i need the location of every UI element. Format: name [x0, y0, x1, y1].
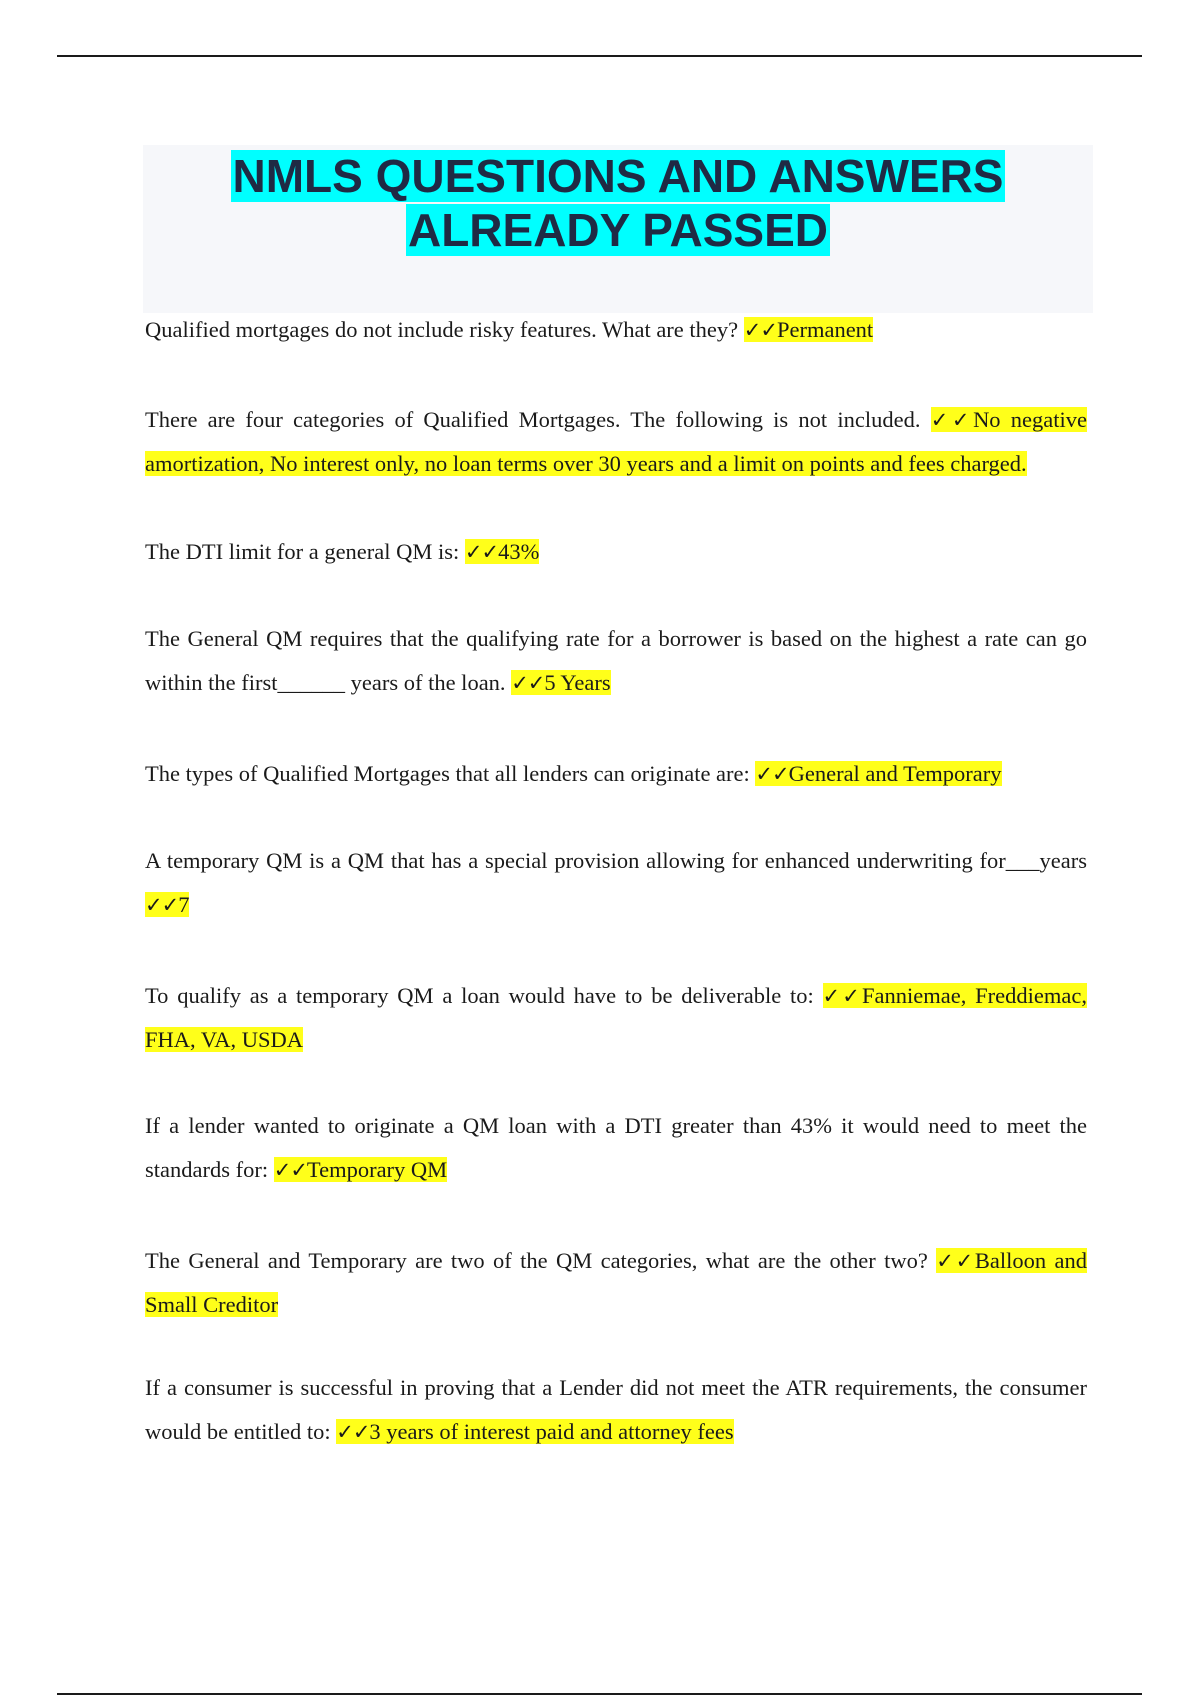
bottom-rule: [57, 1693, 1142, 1695]
qa-item-3: [145, 530, 1087, 574]
question-text: The General QM requires that the qualifying rate for a borrower is based on the highest a rate can go within the first______ years of the loan.: [145, 626, 1087, 695]
answer-highlight: [755, 761, 1001, 786]
double-check-icon: ✓✓: [273, 1158, 307, 1182]
double-check-icon: ✓✓: [511, 671, 545, 695]
double-check-icon: ✓✓: [743, 318, 777, 342]
answer-text: 5 Years: [544, 670, 611, 695]
question-text: Qualified mortgages do not include risky features. What are they?: [145, 317, 744, 342]
answer-text: General and Temporary: [788, 761, 1002, 786]
qa-item-8: [145, 1104, 1087, 1192]
answer-text: No negative amortization, No interest only, no loan terms over 30 years and a limit on points and fees charged.: [145, 407, 1087, 476]
document-title-line-1: NMLS QUESTIONS AND ANSWERS: [232, 150, 1004, 202]
title-block: [143, 145, 1093, 313]
answer-text: Fanniemae, Freddiemac, FHA, VA, USDA: [145, 983, 1088, 1052]
double-check-icon: ✓✓: [822, 984, 863, 1008]
answer-highlight: [145, 892, 189, 917]
qa-item-2: [145, 398, 1087, 486]
answer-highlight: [744, 317, 873, 342]
qa-item-5: [145, 752, 1087, 796]
answer-text: Permanent: [776, 317, 874, 342]
answer-highlight: [336, 1419, 733, 1444]
answer-text: 43%: [498, 539, 540, 564]
question-text: If a consumer is successful in proving that a Lender did not meet the ATR requirements, the consumer would be entitled to:: [145, 1375, 1087, 1444]
question-text: A temporary QM is a QM that has a special provision allowing for enhanced underwriting for___years: [145, 848, 1087, 873]
qa-item-7: [145, 974, 1087, 1062]
answer-highlight: [274, 1157, 447, 1182]
answer-highlight: [465, 539, 539, 564]
answer-text: Temporary QM: [306, 1157, 448, 1182]
double-check-icon: ✓✓: [336, 1420, 370, 1444]
qa-item-1: [145, 308, 1087, 352]
answer-text: 7: [178, 892, 190, 917]
answer-text: 3 years of interest paid and attorney fees: [369, 1419, 734, 1444]
double-check-icon: ✓✓: [145, 893, 179, 917]
question-text: To qualify as a temporary QM a loan would have to be deliverable to:: [145, 983, 823, 1008]
double-check-icon: ✓✓: [930, 408, 974, 432]
question-text: There are four categories of Qualified Mortgages. The following is not included.: [145, 407, 931, 432]
question-text: The General and Temporary are two of the QM categories, what are the other two?: [145, 1248, 937, 1273]
question-text: If a lender wanted to originate a QM loan with a DTI greater than 43% it would need to meet the standards for:: [145, 1113, 1087, 1182]
double-check-icon: ✓✓: [755, 762, 789, 786]
qa-item-4: [145, 617, 1087, 705]
question-text: The types of Qualified Mortgages that all lenders can originate are:: [145, 761, 756, 786]
qa-item-6: [145, 839, 1087, 927]
qa-item-9: [145, 1239, 1087, 1327]
double-check-icon: ✓✓: [936, 1249, 975, 1273]
answer-text: Balloon and Small Creditor: [145, 1248, 1087, 1317]
answer-highlight: [511, 670, 610, 695]
document-title-line-2: ALREADY PASSED: [407, 204, 829, 256]
double-check-icon: ✓✓: [464, 540, 499, 564]
qa-item-10: [145, 1366, 1087, 1454]
question-text: The DTI limit for a general QM is:: [145, 539, 465, 564]
top-rule: [57, 55, 1142, 57]
